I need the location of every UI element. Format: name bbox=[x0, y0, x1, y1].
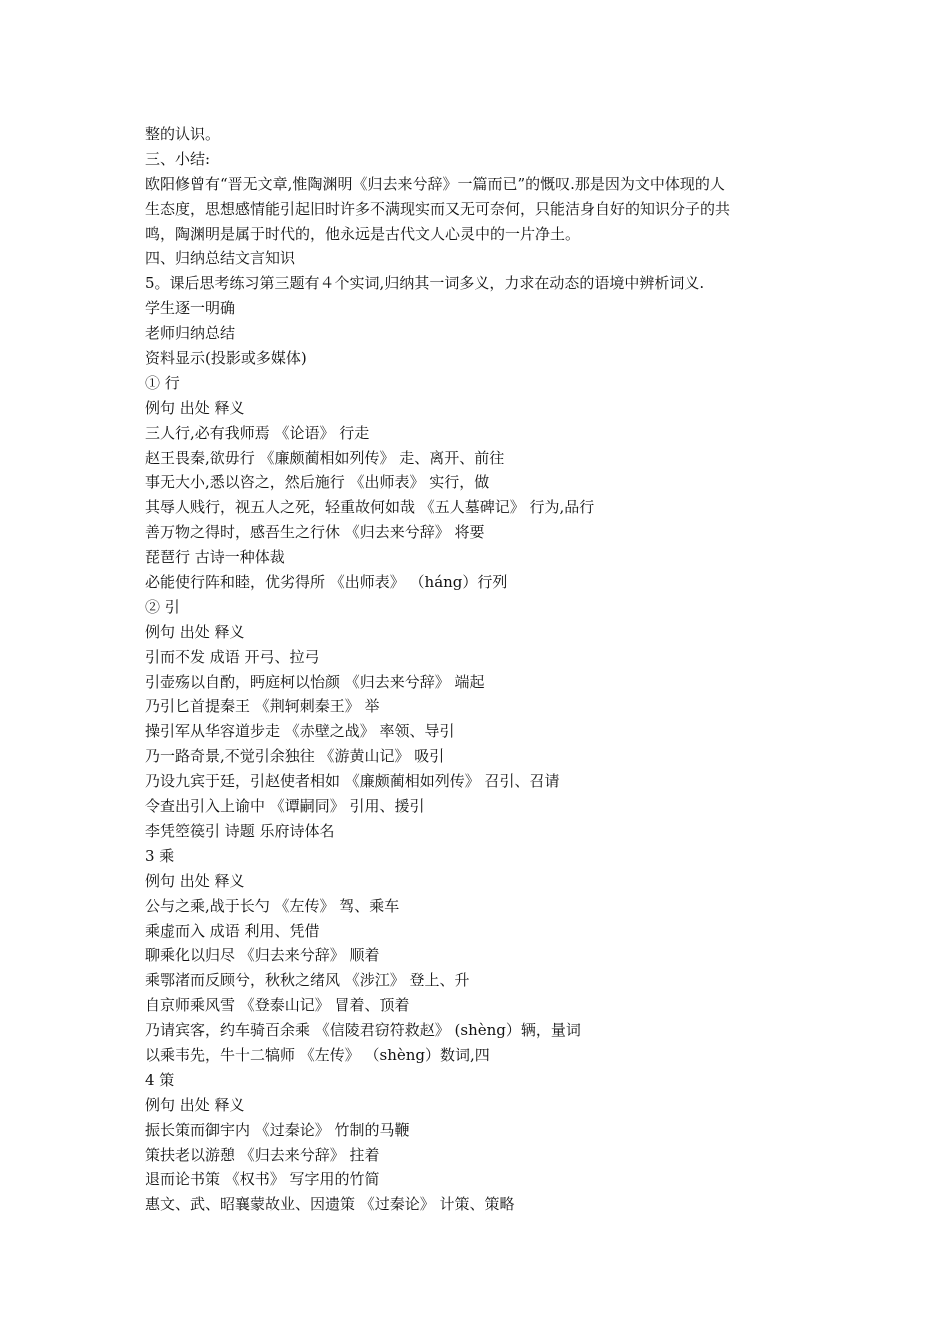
word-heading: ② 引 bbox=[145, 597, 180, 616]
example-row: 聊乘化以归尽 《归去来兮辞》 顺着 bbox=[145, 946, 380, 965]
example-row: 乘虚而入 成语 利用、凭借 bbox=[145, 921, 320, 940]
table-header: 例句 出处 释义 bbox=[145, 1095, 245, 1114]
table-header: 例句 出处 释义 bbox=[145, 622, 245, 641]
text-line: 鸣，陶渊明是属于时代的，他永远是古代文人心灵中的一片净土。 bbox=[145, 224, 581, 243]
section-heading: 三、小结: bbox=[145, 149, 211, 168]
example-row: 引壶殇以自酌，眄庭柯以怡颜 《归去来兮辞》 端起 bbox=[145, 672, 485, 691]
example-row: 乃引匕首提秦王 《荆轲刺秦王》 举 bbox=[145, 697, 380, 716]
example-row: 善万物之得时，感吾生之行休 《归去来兮辞》 将要 bbox=[145, 523, 485, 542]
example-row: 三人行,必有我师焉 《论语》 行走 bbox=[145, 423, 370, 442]
example-row: 公与之乘,战于长勺 《左传》 驾、乘车 bbox=[145, 896, 400, 915]
text-line: 欧阳修曾有“晋无文章,惟陶渊明《归去来兮辞》一篇而已”的慨叹.那是因为文中体现的人 bbox=[145, 174, 725, 193]
example-row: 李凭箜篌引 诗题 乐府诗体名 bbox=[145, 821, 335, 840]
example-row: 必能使行阵和睦，优劣得所 《出师表》 （háng）行列 bbox=[145, 573, 508, 592]
text-line: 整的认识。 bbox=[145, 125, 221, 143]
example-row: 退而论书策 《权书》 写字用的竹简 bbox=[145, 1170, 380, 1189]
example-row: 振长策而御宇内 《过秦论》 竹制的马鞭 bbox=[145, 1120, 410, 1139]
example-row: 乃请宾客，约车骑百余乘 《信陵君窃符救赵》 (shèng）辆，量词 bbox=[145, 1021, 581, 1040]
section-heading: 四、归纳总结文言知识 bbox=[145, 249, 296, 268]
example-row: 惠文、武、昭襄蒙故业、因遗策 《过秦论》 计策、策略 bbox=[145, 1195, 515, 1214]
word-heading: 4 策 bbox=[145, 1070, 175, 1089]
example-row: 乃设九宾于廷，引赵使者相如 《廉颇蔺相如列传》 召引、召请 bbox=[145, 772, 560, 791]
text-line: 生态度，思想感情能引起旧时许多不满现实而又无可奈何，只能洁身自好的知识分子的共 bbox=[145, 199, 731, 218]
text-line: 老师归纳总结 bbox=[145, 324, 236, 343]
example-row: 操引军从华容道步走 《赤壁之战》 率领、导引 bbox=[145, 722, 455, 741]
example-row: 令查出引入上谕中 《谭嗣同》 引用、援引 bbox=[145, 797, 425, 816]
example-row: 其辱人贱行，视五人之死，轻重故何如哉 《五人墓碑记》 行为,品行 bbox=[145, 498, 595, 517]
example-row: 引而不发 成语 开弓、拉弓 bbox=[145, 647, 320, 666]
table-header: 例句 出处 释义 bbox=[145, 871, 245, 890]
word-heading: ① 行 bbox=[145, 373, 180, 392]
example-row: 策扶老以游憩 《归去来兮辞》 拄着 bbox=[145, 1145, 380, 1164]
example-row: 赵王畏秦,欲毋行 《廉颇蔺相如列传》 走、离开、前往 bbox=[145, 448, 505, 467]
text-line: 学生逐一明确 bbox=[145, 299, 236, 318]
text-line: 5。课后思考练习第三题有４个实词,归纳其一词多义，力求在动态的语境中辨析词义. bbox=[145, 274, 705, 293]
example-row: 乃一路奇景,不觉引余独往 《游黄山记》 吸引 bbox=[145, 747, 445, 766]
example-row: 乘鄂渚而反顾兮，秋秋之绪风 《涉江》 登上、升 bbox=[145, 971, 470, 990]
text-line: 资料显示(投影或多媒体) bbox=[145, 349, 307, 368]
example-row: 以乘韦先，牛十二犒师 《左传》 （shèng）数词,四 bbox=[145, 1045, 490, 1064]
table-header: 例句 出处 释义 bbox=[145, 398, 245, 417]
example-row: 琵琶行 古诗一种体裁 bbox=[145, 548, 285, 567]
example-row: 事无大小,悉以咨之，然后施行 《出师表》 实行，做 bbox=[145, 473, 490, 492]
word-heading: 3 乘 bbox=[145, 846, 175, 865]
example-row: 自京师乘风雪 《登泰山记》 冒着、顶着 bbox=[145, 996, 410, 1015]
document-body bbox=[145, 122, 815, 1217]
